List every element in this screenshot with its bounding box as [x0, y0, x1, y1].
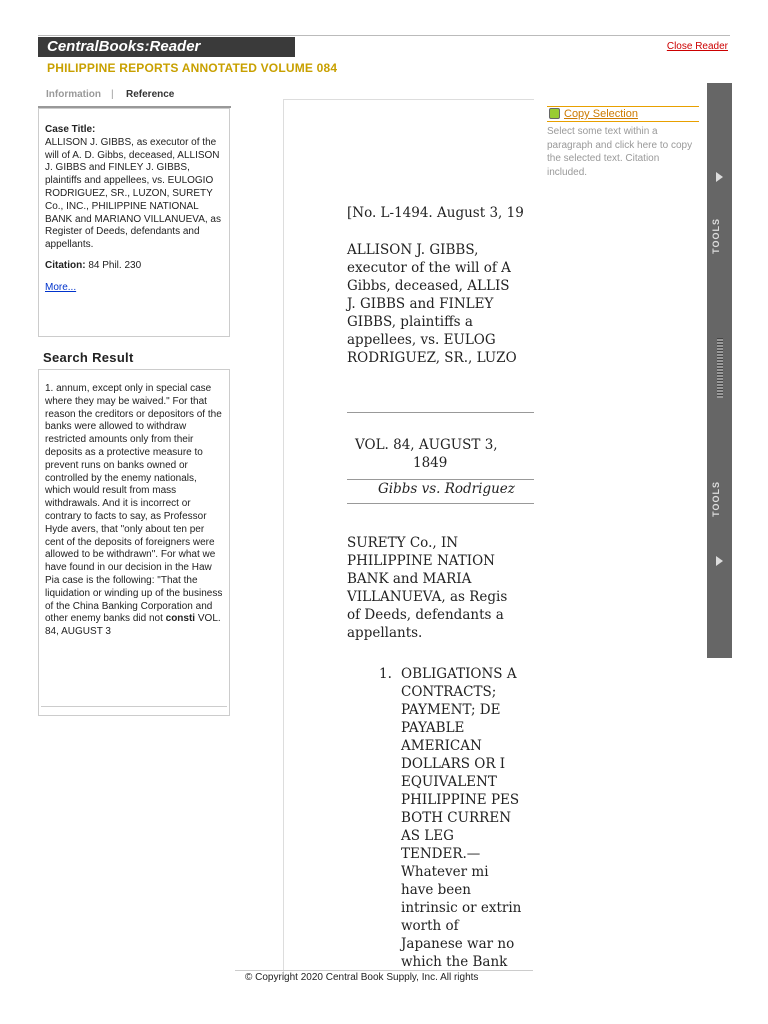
- syllabus-line: AS LEG: [401, 828, 454, 844]
- syllabus-line: PHILIPPINE PES: [401, 792, 520, 808]
- syllabus-line: DOLLARS OR I: [401, 756, 506, 772]
- copyright-footer: © Copyright 2020 Central Book Supply, Inc. All rights: [245, 972, 479, 983]
- running-head: VOL. 84, AUGUST 3,: [355, 437, 498, 453]
- syllabus-line: Japanese war no: [401, 936, 515, 952]
- parties-line: J. GIBBS and FINLEY: [347, 296, 494, 312]
- syllabus-line: BOTH CURREN: [401, 810, 512, 826]
- copy-selection-panel: [547, 106, 699, 179]
- search-result-highlight: consti: [165, 613, 196, 625]
- tab-separator: |: [111, 89, 114, 100]
- syllabus-line: worth of: [401, 918, 459, 934]
- search-result-text: 1. annum, except only in special case where they may be waived." For that reason the creditors or depositors of the banks were allowed to withdraw restricted amounts only from their deposits as a protective measure to prevent runs on banks owned or controlled by the enemy nationals, which would result from mass withdrawals. And it is incorrect or contrary to facts to say, as Professor Hyde avers, that "only about ten per cent of the deposits of foreigners were allowed to be withdrawn". For what we have found in our decision in the Haw Pia case is the following: "That the liquidation or winding up of the business of the China Banking Corporation and other enemy banks did not: [45, 383, 223, 625]
- copy-selection-help: Select some text within a paragraph and click here to copy the selected text. Citation included.: [547, 126, 693, 178]
- expand-arrow-icon[interactable]: [716, 172, 723, 182]
- citation-row: [45, 260, 224, 273]
- search-result-divider: [41, 706, 227, 707]
- parties-line: executor of the will of A: [347, 260, 511, 276]
- more-link[interactable]: More...: [45, 281, 77, 293]
- parties-line: GIBBS, plaintiffs a: [347, 314, 473, 330]
- search-result-tail: VOL. 84, AUGUST 3: [45, 613, 221, 638]
- tools-sidebar[interactable]: [707, 83, 732, 658]
- footer-divider: [235, 970, 533, 971]
- top-divider: [38, 35, 730, 36]
- case-info-panel: [38, 108, 230, 337]
- docket-line: [No. L-1494. August 3, 19: [347, 205, 524, 221]
- close-reader-link[interactable]: Close Reader: [666, 41, 728, 52]
- app-brand: CentralBooks:Reader: [38, 37, 295, 57]
- tools-label-bottom[interactable]: TOOLS: [711, 481, 721, 517]
- parties-line: RODRIGUEZ, SR., LUZO: [347, 350, 517, 366]
- parties-cont-line: VILLANUEVA, as Regis: [347, 589, 508, 605]
- syllabus-line: AMERICAN: [401, 738, 482, 754]
- syllabus-line: PAYABLE: [401, 720, 465, 736]
- syllabus-line: EQUIVALENT: [401, 774, 497, 790]
- syllabus-line: intrinsic or extrin: [401, 900, 522, 916]
- citation-label: Citation:: [45, 259, 86, 271]
- tools-label-top[interactable]: TOOLS: [711, 218, 721, 254]
- tab-reference[interactable]: Reference: [126, 89, 175, 100]
- copy-selection-button[interactable]: [547, 106, 699, 122]
- parties-cont-line: appellants.: [347, 625, 423, 641]
- syllabus-line: Whatever mi: [401, 864, 489, 880]
- syllabus-line: CONTRACTS;: [401, 684, 497, 700]
- copy-selection-label[interactable]: Copy Selection: [564, 108, 638, 120]
- parties-line: Gibbs, deceased, ALLIS: [347, 278, 510, 294]
- syllabus-number: 1.: [379, 666, 392, 682]
- parties-line: ALLISON J. GIBBS,: [347, 242, 479, 258]
- syllabus-line: PAYMENT; DE: [401, 702, 501, 718]
- copy-icon: [549, 108, 560, 119]
- syllabus-line: which the Bank: [401, 954, 508, 970]
- tab-information[interactable]: Information: [46, 89, 101, 100]
- parties-line: appellees, vs. EULOG: [347, 332, 496, 348]
- info-tabs: [38, 86, 231, 108]
- syllabus-line: OBLIGATIONS A: [401, 666, 517, 682]
- running-head-rule: [347, 479, 534, 480]
- case-title-text: ALLISON J. GIBBS, as executor of the will of A. D. Gibbs, deceased, ALLISON J. GIBBS and FINLEY J. GIBBS, plaintiffs and appellees, vs. EULOGIO RODRIGUEZ, SR., LUZON, SURETY Co., INC., PHILIPPINE NATIONAL BANK and MARIANO VILLANUEVA, as Register of Deeds, defendants and appellants.: [45, 136, 221, 251]
- search-result-item[interactable]: [45, 383, 224, 639]
- drag-handle-icon[interactable]: [717, 338, 723, 398]
- case-title-label: Case Title:: [45, 124, 96, 135]
- parties-cont-line: PHILIPPINE NATION: [347, 553, 495, 569]
- syllabus-line: TENDER.—: [401, 846, 481, 862]
- parties-cont-line: of Deeds, defendants a: [347, 607, 504, 623]
- parties-cont-line: SURETY Co., IN: [347, 535, 459, 551]
- document-viewer[interactable]: [283, 99, 534, 975]
- search-result-panel: [38, 369, 230, 716]
- expand-arrow-icon[interactable]: [716, 556, 723, 566]
- syllabus-line: have been: [401, 882, 471, 898]
- parties-cont-line: BANK and MARIA: [347, 571, 472, 587]
- running-title: Gibbs vs. Rodriguez: [378, 481, 515, 497]
- running-year: 1849: [413, 455, 448, 471]
- page-break-rule: [347, 412, 534, 413]
- running-title-rule: [347, 503, 534, 504]
- search-result-heading: Search Result: [43, 350, 134, 365]
- citation-text: 84 Phil. 230: [88, 259, 142, 271]
- book-title: PHILIPPINE REPORTS ANNOTATED VOLUME 084: [47, 61, 338, 75]
